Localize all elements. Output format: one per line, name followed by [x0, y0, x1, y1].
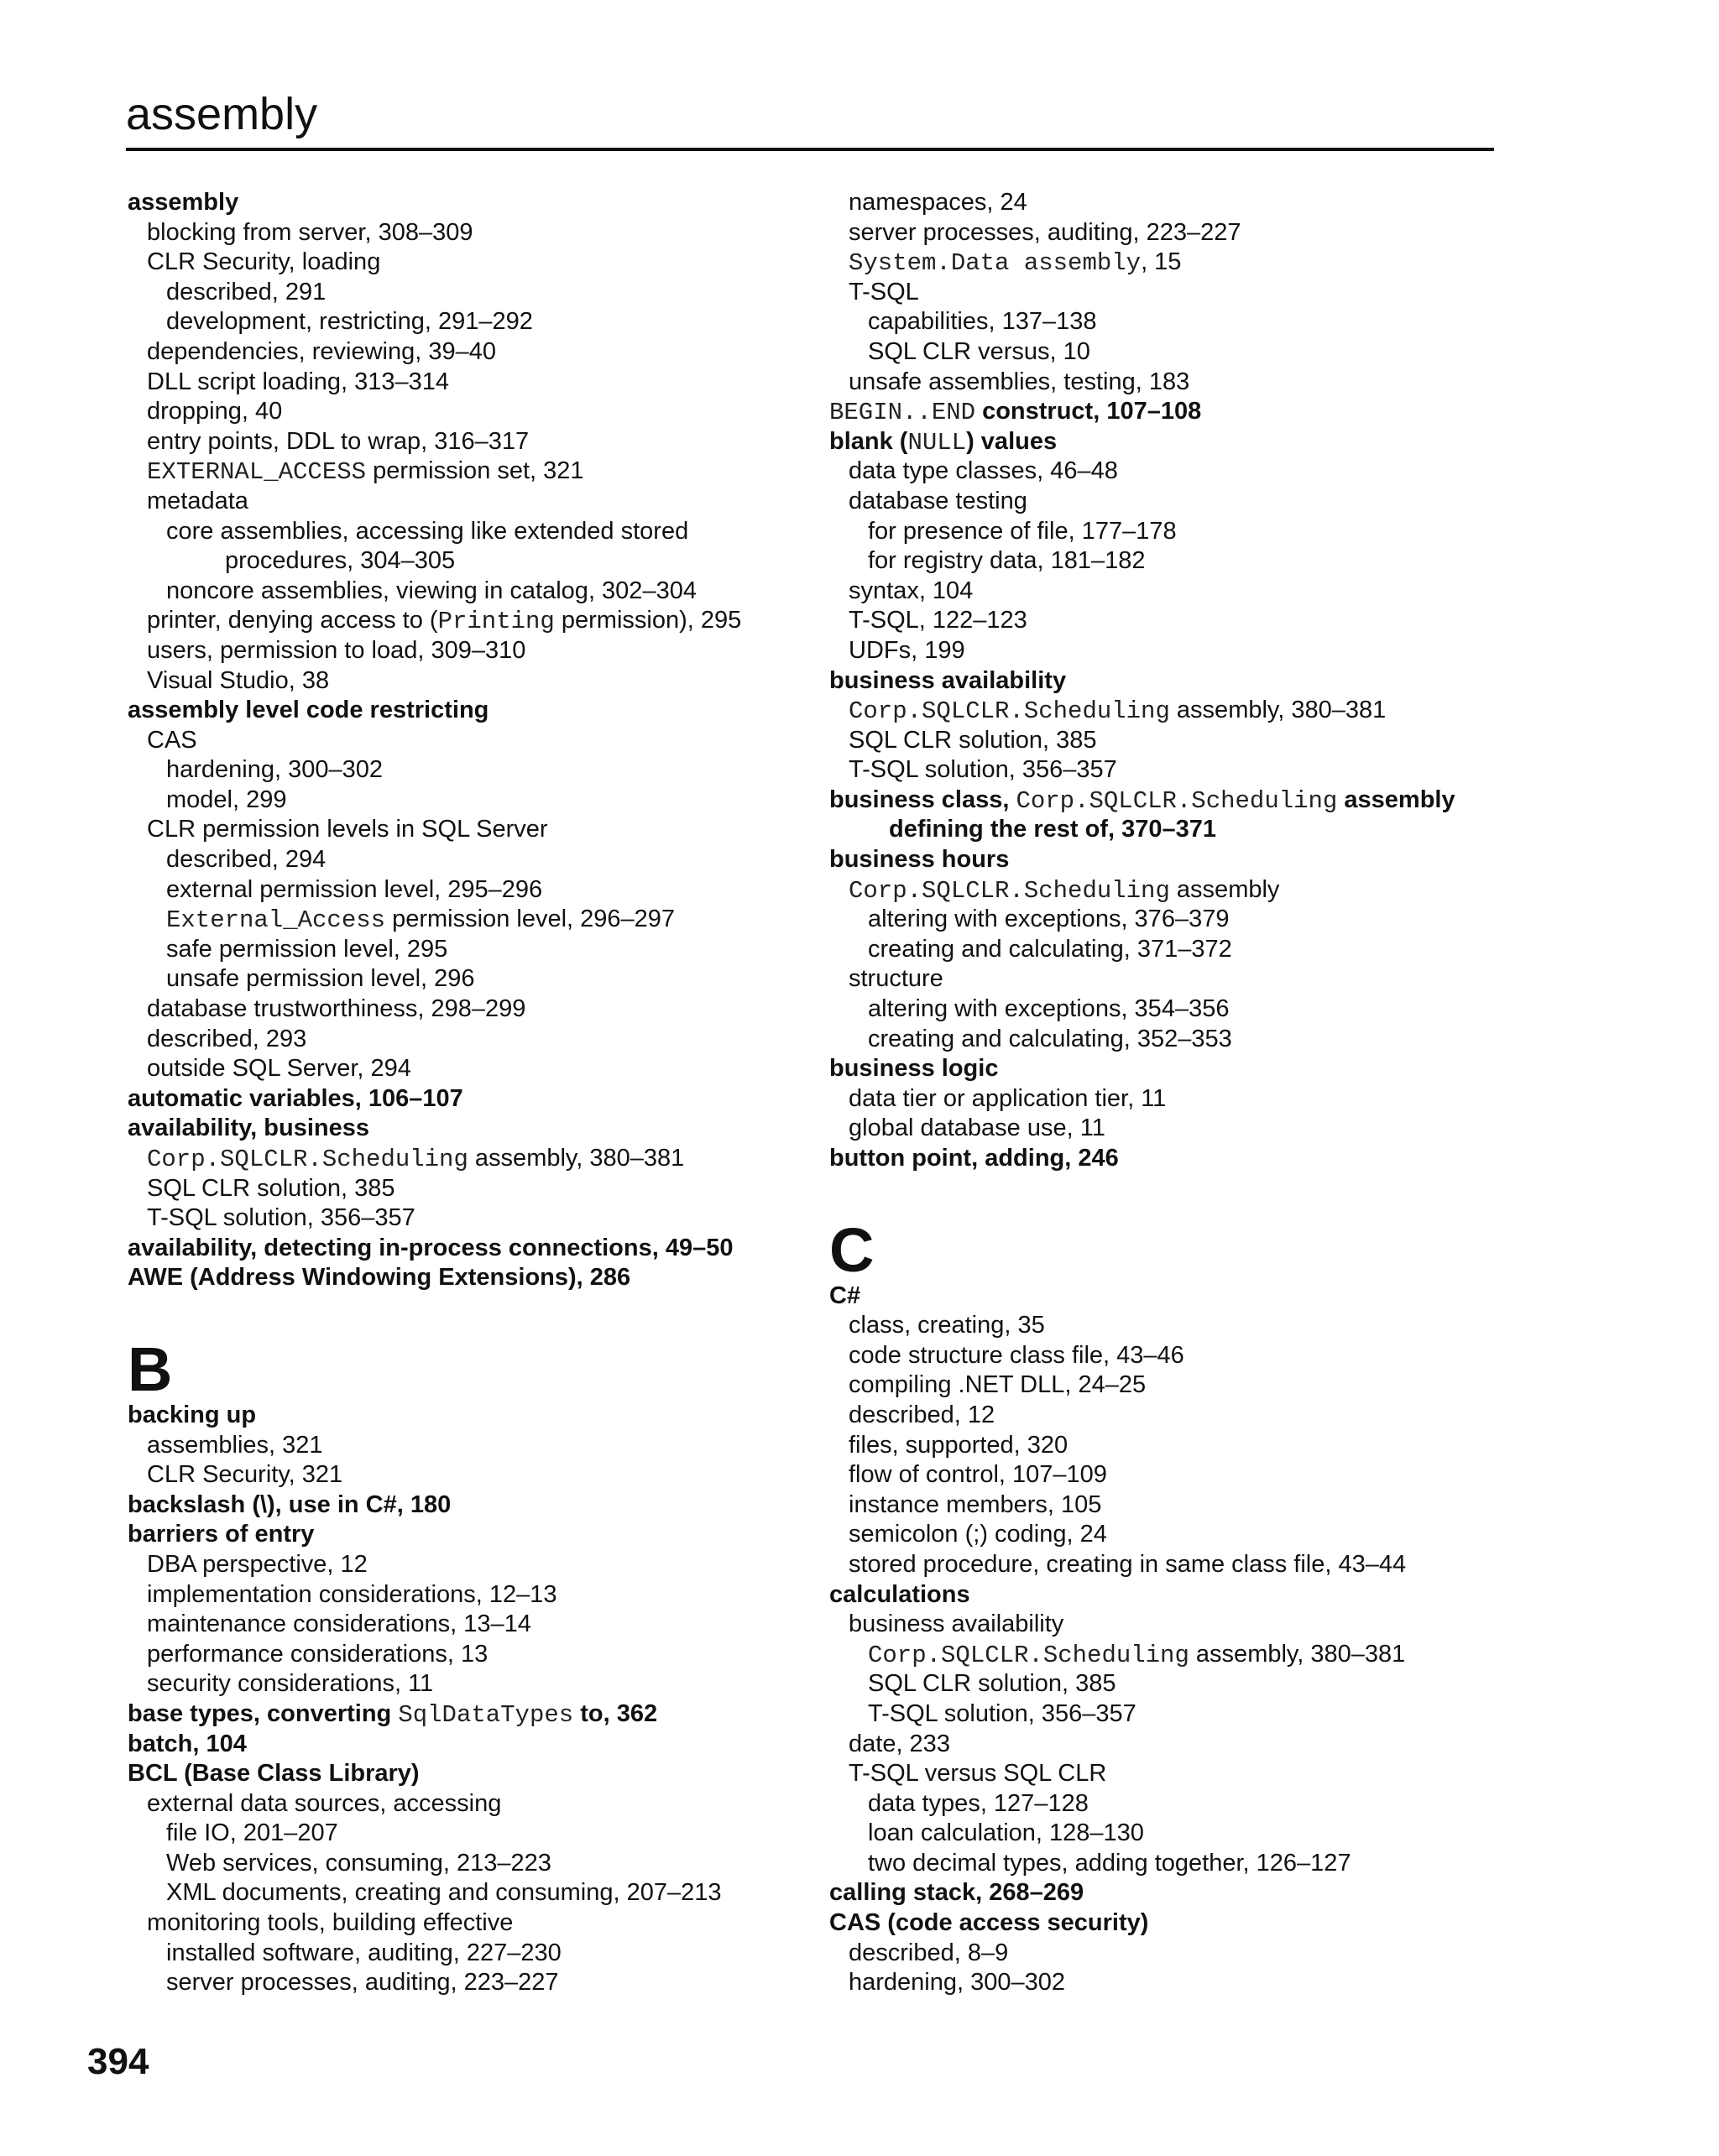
- entry-text: blank (: [829, 427, 908, 455]
- index-subentry: [128, 1144, 833, 1174]
- entry-text: business logic: [829, 1055, 999, 1083]
- section-letter-heading: B: [128, 1334, 173, 1404]
- code-term: Printing: [437, 608, 555, 636]
- index-subentry: [829, 755, 1526, 786]
- index-subentry: [128, 726, 833, 756]
- index-subentry: [128, 278, 833, 308]
- index-subentry: [829, 1759, 1526, 1789]
- entry-text: button point, adding, 246: [829, 1145, 1119, 1172]
- index-subentry: [829, 1730, 1526, 1760]
- entry-text: core assemblies, accessing like extended stored: [166, 517, 689, 545]
- entry-text: barriers of entry: [128, 1521, 315, 1548]
- entry-text: loan calculation, 128–130: [868, 1819, 1144, 1847]
- entry-text: assembly level code restricting: [128, 697, 489, 724]
- entry-text: instance members, 105: [849, 1490, 1102, 1518]
- entry-text: C#: [829, 1282, 861, 1309]
- entry-text: CLR Security, loading: [147, 248, 381, 276]
- index-main-entry: [829, 845, 1526, 875]
- entry-text: blocking from server, 308–309: [147, 218, 473, 246]
- index-subentry: [128, 905, 833, 935]
- entry-text: capabilities, 137–138: [868, 308, 1097, 336]
- entry-text: permission level, 296–297: [385, 906, 676, 933]
- index-main-entry: [829, 1908, 1526, 1939]
- entry-text: UDFs, 199: [849, 636, 965, 664]
- index-subentry: [128, 636, 833, 666]
- entry-text: assembly: [1169, 875, 1280, 903]
- index-subentry: [829, 1370, 1526, 1401]
- entry-text: described, 291: [166, 278, 327, 305]
- entry-text: SQL CLR solution, 385: [849, 726, 1097, 754]
- index-subentry: [128, 546, 833, 577]
- index-subentry: [829, 964, 1526, 994]
- index-subentry: [128, 1640, 833, 1670]
- entry-text: external permission level, 295–296: [166, 875, 543, 903]
- index-subentry: [128, 1939, 833, 1969]
- code-term: NULL: [907, 428, 967, 457]
- entry-text: described, 8–9: [849, 1939, 1009, 1966]
- index-subentry: [829, 1968, 1526, 1998]
- index-main-entry: [128, 1114, 833, 1144]
- index-subentry: [128, 487, 833, 517]
- entry-text: hardening, 300–302: [166, 756, 384, 784]
- entry-text: data type classes, 46–48: [849, 457, 1118, 485]
- index-subentry: [829, 1401, 1526, 1431]
- entry-text: database trustworthiness, 298–299: [147, 995, 526, 1023]
- entry-text: calculations: [829, 1580, 970, 1608]
- index-subentry: [829, 606, 1526, 636]
- index-subentry: [829, 1819, 1526, 1849]
- entry-text: permission set, 321: [366, 457, 584, 485]
- entry-text: namespaces, 24: [849, 189, 1027, 216]
- entry-text: creating and calculating, 371–372: [868, 935, 1232, 963]
- index-subentry: [829, 218, 1526, 248]
- index-main-entry: [829, 1054, 1526, 1084]
- entry-text: security considerations, 11: [147, 1670, 434, 1698]
- code-term: Corp.SQLCLR.Scheduling: [147, 1146, 468, 1173]
- index-main-entry: [128, 1234, 833, 1264]
- entry-text: CAS: [147, 726, 197, 754]
- index-subentry: [829, 1311, 1526, 1341]
- entry-text: automatic variables, 106–107: [128, 1084, 463, 1112]
- entry-text: assembly, 380–381: [468, 1145, 685, 1172]
- index-subentry: [128, 1203, 833, 1234]
- entry-text: unsafe permission level, 296: [166, 965, 475, 993]
- index-subentry: [829, 368, 1526, 398]
- entry-text: noncore assemblies, viewing in catalog, 302–304: [166, 577, 697, 604]
- index-main-entry: [128, 188, 833, 218]
- index-subentry: [829, 1431, 1526, 1461]
- code-term: Corp.SQLCLR.Scheduling: [868, 1641, 1189, 1669]
- entry-text: availability, business: [128, 1115, 369, 1142]
- entry-text: entry points, DDL to wrap, 316–317: [147, 427, 530, 455]
- index-subentry: [829, 1341, 1526, 1371]
- index-subentry: [829, 457, 1526, 487]
- index-subentry: [829, 248, 1526, 278]
- entry-text: altering with exceptions, 376–379: [868, 906, 1230, 933]
- index-main-entry: [829, 1144, 1526, 1174]
- index-subentry: [829, 1640, 1526, 1670]
- entry-text: , 15: [1141, 248, 1182, 276]
- entry-text: SQL CLR versus, 10: [868, 337, 1090, 365]
- index-main-entry: [829, 1878, 1526, 1908]
- index-main-entry: [128, 1084, 833, 1115]
- entry-text: server processes, auditing, 223–227: [849, 218, 1241, 246]
- index-main-entry: [829, 1580, 1526, 1610]
- index-subentry: [128, 786, 833, 816]
- index-subentry: [128, 1054, 833, 1084]
- entry-text: business availability: [849, 1610, 1064, 1638]
- page-header: [126, 82, 1494, 151]
- entry-text: development, restricting, 291–292: [166, 308, 533, 336]
- entry-text: structure: [849, 965, 943, 993]
- index-subentry: [829, 307, 1526, 337]
- index-subentry: [128, 606, 833, 636]
- entry-text: SQL CLR solution, 385: [868, 1670, 1116, 1698]
- entry-text: altering with exceptions, 354–356: [868, 995, 1230, 1023]
- entry-text: calling stack, 268–269: [829, 1879, 1084, 1907]
- entry-text: unsafe assemblies, testing, 183: [849, 368, 1190, 395]
- entry-text: metadata: [147, 487, 248, 514]
- index-subentry: [128, 1460, 833, 1490]
- index-subentry: [829, 875, 1526, 906]
- entry-text: described, 294: [166, 846, 327, 874]
- index-subentry: [128, 1789, 833, 1819]
- entry-text: construct, 107–108: [975, 398, 1202, 425]
- code-term: BEGIN..END: [829, 399, 976, 427]
- index-subentry: [829, 1460, 1526, 1490]
- index-subentry: [128, 577, 833, 607]
- entry-text: described, 12: [849, 1401, 995, 1428]
- index-subentry: [128, 457, 833, 487]
- entry-text: dependencies, reviewing, 39–40: [147, 337, 496, 365]
- index-main-entry: [128, 1520, 833, 1550]
- entry-text: data types, 127–128: [868, 1789, 1089, 1817]
- index-subentry: [128, 1174, 833, 1204]
- entry-text: backing up: [128, 1401, 257, 1428]
- index-subentry: [829, 1699, 1526, 1730]
- entry-text: semicolon (;) coding, 24: [849, 1521, 1107, 1548]
- index-subentry: [829, 726, 1526, 756]
- index-subentry: [128, 1610, 833, 1640]
- entry-text: CLR permission levels in SQL Server: [147, 816, 548, 843]
- entry-text: monitoring tools, building effective: [147, 1909, 514, 1937]
- entry-text: to, 362: [573, 1699, 658, 1727]
- entry-text: assembly, 380–381: [1189, 1640, 1406, 1668]
- index-subentry: [829, 337, 1526, 368]
- entry-text: assembly: [128, 189, 239, 216]
- entry-text: server processes, auditing, 223–227: [166, 1969, 559, 1997]
- entry-text: business availability: [829, 666, 1067, 694]
- index-subentry: [829, 1849, 1526, 1879]
- index-subentry: [128, 337, 833, 368]
- entry-text: T-SQL solution, 356–357: [147, 1204, 415, 1232]
- index-main-entry: [829, 427, 1526, 457]
- entry-text: DLL script loading, 313–314: [147, 368, 450, 395]
- index-main-entry: [128, 1759, 833, 1789]
- index-subentry: [829, 1550, 1526, 1580]
- index-subentry: [128, 1849, 833, 1879]
- running-head: assembly: [126, 89, 318, 139]
- code-term: SqlDataTypes: [398, 1700, 574, 1729]
- index-main-entry: [128, 1263, 833, 1293]
- index-subentry: [128, 1669, 833, 1699]
- code-term: System.Data assembly: [849, 249, 1142, 278]
- index-column-right: [829, 188, 1526, 1998]
- entry-text: global database use, 11: [849, 1115, 1105, 1142]
- code-term: Corp.SQLCLR.Scheduling: [849, 697, 1170, 726]
- entry-text: T-SQL solution, 356–357: [868, 1699, 1136, 1727]
- index-subentry: [829, 517, 1526, 547]
- entry-text: BCL (Base Class Library): [128, 1760, 420, 1788]
- entry-text: described, 293: [147, 1025, 307, 1052]
- index-subentry: [128, 1908, 833, 1939]
- entry-text: backslash (\), use in C#, 180: [128, 1490, 452, 1518]
- entry-text: Visual Studio, 38: [147, 666, 330, 694]
- code-term: EXTERNAL_ACCESS: [147, 458, 367, 487]
- index-subentry: [128, 935, 833, 965]
- entry-text: safe permission level, 295: [166, 935, 448, 963]
- entry-text: permission), 295: [554, 607, 742, 634]
- index-subentry: [829, 487, 1526, 517]
- index-main-entry: [829, 1282, 1526, 1312]
- entry-text: syntax, 104: [849, 577, 974, 604]
- index-subentry: [829, 1669, 1526, 1699]
- entry-text: files, supported, 320: [849, 1431, 1068, 1459]
- code-term: Corp.SQLCLR.Scheduling: [849, 876, 1170, 905]
- entry-text: maintenance considerations, 13–14: [147, 1610, 531, 1638]
- index-subentry: [829, 1789, 1526, 1819]
- entry-text: performance considerations, 13: [147, 1640, 489, 1668]
- index-subentry: [829, 696, 1526, 726]
- entry-text: compiling .NET DLL, 24–25: [849, 1371, 1147, 1399]
- index-subentry: [128, 1431, 833, 1461]
- entry-text: assembly: [1337, 786, 1455, 813]
- index-subentry: [128, 1878, 833, 1908]
- entry-text: availability, detecting in-process connections, 49–50: [128, 1234, 734, 1261]
- entry-text: for registry data, 181–182: [868, 547, 1146, 575]
- entry-text: data tier or application tier, 11: [849, 1084, 1167, 1112]
- entry-text: date, 233: [849, 1730, 950, 1757]
- entry-text: defining the rest of, 370–371: [889, 816, 1217, 843]
- index-subentry: [829, 1084, 1526, 1115]
- index-subentry: [829, 636, 1526, 666]
- index-subentry: [128, 248, 833, 278]
- index-subentry: [829, 577, 1526, 607]
- entry-text: procedures, 304–305: [225, 547, 456, 575]
- entry-text: for presence of file, 177–178: [868, 517, 1177, 545]
- index-subentry: [829, 546, 1526, 577]
- index-subentry: [128, 964, 833, 994]
- index-subentry: [829, 815, 1526, 845]
- entry-text: ) values: [966, 427, 1058, 455]
- index-main-entry: [829, 666, 1526, 697]
- index-subentry: [829, 188, 1526, 218]
- index-subentry: [128, 368, 833, 398]
- index-subentry: [128, 517, 833, 547]
- entry-text: external data sources, accessing: [147, 1789, 502, 1817]
- index-subentry: [829, 1610, 1526, 1640]
- entry-text: business class,: [829, 786, 1016, 813]
- index-subentry: [829, 1025, 1526, 1055]
- index-subentry: [829, 278, 1526, 308]
- code-term: Corp.SQLCLR.Scheduling: [1016, 786, 1338, 815]
- entry-text: implementation considerations, 12–13: [147, 1580, 557, 1608]
- section-gap: [128, 1293, 833, 1337]
- entry-text: SQL CLR solution, 385: [147, 1174, 395, 1202]
- entry-text: base types, converting: [128, 1699, 399, 1727]
- entry-text: DBA perspective, 12: [147, 1550, 368, 1578]
- index-subentry: [829, 1114, 1526, 1144]
- entry-text: class, creating, 35: [849, 1312, 1045, 1339]
- index-subentry: [128, 994, 833, 1025]
- index-subentry: [128, 397, 833, 427]
- index-subentry: [128, 1819, 833, 1849]
- index-main-entry: [829, 786, 1526, 816]
- index-subentry: [128, 875, 833, 906]
- index-subentry: [829, 935, 1526, 965]
- index-subentry: [128, 307, 833, 337]
- section-gap: [829, 1174, 1526, 1218]
- index-subentry: [128, 218, 833, 248]
- entry-text: batch, 104: [128, 1730, 247, 1757]
- index-subentry: [829, 1939, 1526, 1969]
- index-subentry: [829, 905, 1526, 935]
- index-column-left: [128, 188, 833, 1998]
- entry-text: dropping, 40: [147, 398, 283, 425]
- entry-text: hardening, 300–302: [849, 1969, 1066, 1997]
- index-subentry: [128, 1550, 833, 1580]
- entry-text: business hours: [829, 846, 1010, 874]
- index-subentry: [128, 815, 833, 845]
- index-main-entry: [128, 1699, 833, 1730]
- page-number: 394: [87, 2041, 149, 2082]
- entry-text: database testing: [849, 487, 1027, 514]
- entry-text: file IO, 201–207: [166, 1819, 338, 1847]
- index-subentry: [829, 994, 1526, 1025]
- entry-text: T-SQL versus SQL CLR: [849, 1760, 1107, 1788]
- entry-text: two decimal types, adding together, 126–127: [868, 1849, 1351, 1877]
- index-main-entry: [128, 1401, 833, 1431]
- entry-text: assemblies, 321: [147, 1431, 323, 1459]
- index-subentry: [128, 755, 833, 786]
- section-letter-heading: C: [829, 1214, 875, 1285]
- entry-text: users, permission to load, 309–310: [147, 636, 526, 664]
- index-subentry: [829, 1520, 1526, 1550]
- entry-text: CAS (code access security): [829, 1909, 1149, 1937]
- index-subentry: [829, 1490, 1526, 1521]
- entry-text: XML documents, creating and consuming, 207–213: [166, 1879, 722, 1907]
- entry-text: creating and calculating, 352–353: [868, 1025, 1232, 1052]
- index-main-entry: [128, 1730, 833, 1760]
- index-subentry: [128, 666, 833, 697]
- entry-text: stored procedure, creating in same class file, 43–44: [849, 1550, 1407, 1578]
- index-subentry: [128, 1580, 833, 1610]
- index-main-entry: [128, 696, 833, 726]
- entry-text: code structure class file, 43–46: [849, 1341, 1184, 1369]
- entry-text: T-SQL: [849, 278, 919, 305]
- entry-text: flow of control, 107–109: [849, 1461, 1107, 1489]
- entry-text: model, 299: [166, 786, 287, 813]
- index-main-entry: [128, 1490, 833, 1521]
- index-main-entry: [829, 397, 1526, 427]
- index-subentry: [128, 1025, 833, 1055]
- entry-text: AWE (Address Windowing Extensions), 286: [128, 1264, 631, 1292]
- entry-text: assembly, 380–381: [1169, 697, 1387, 724]
- entry-text: outside SQL Server, 294: [147, 1055, 411, 1083]
- entry-text: printer, denying access to (: [147, 607, 438, 634]
- code-term: External_Access: [166, 906, 386, 935]
- index-subentry: [128, 1968, 833, 1998]
- entry-text: Web services, consuming, 213–223: [166, 1849, 551, 1877]
- entry-text: installed software, auditing, 227–230: [166, 1939, 562, 1966]
- entry-text: T-SQL solution, 356–357: [849, 756, 1117, 784]
- index-subentry: [128, 427, 833, 457]
- index-subentry: [128, 845, 833, 875]
- entry-text: CLR Security, 321: [147, 1461, 343, 1489]
- entry-text: T-SQL, 122–123: [849, 607, 1027, 634]
